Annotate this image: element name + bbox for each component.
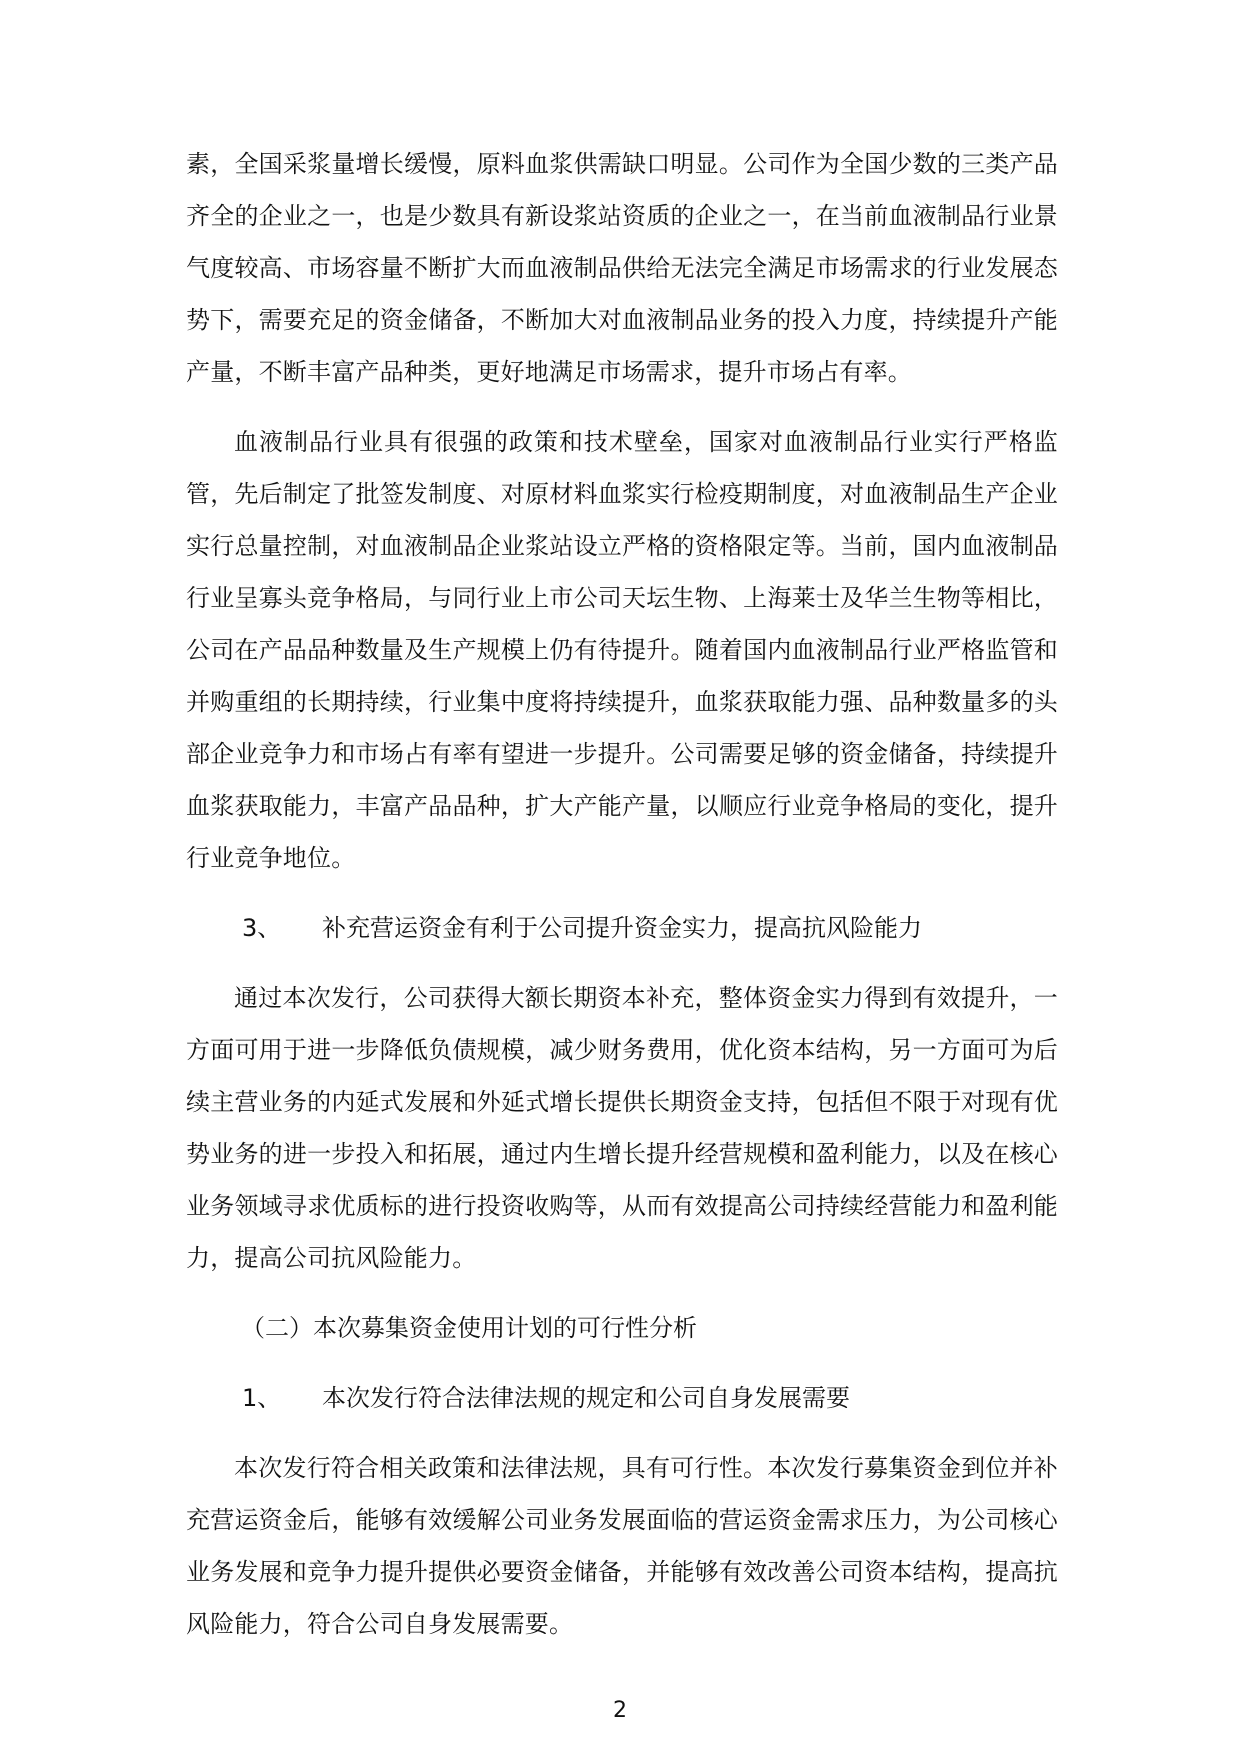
page-number: 2 [613,1698,627,1723]
document-body [186,138,1058,1668]
paragraph-continued: 素，全国采浆量增长缓慢，原料血浆供需缺口明显。公司作为全国少数的三类产品齐全的企业之一，也是少数具有新设浆站资质的企业之一，在当前血液制品行业景气度较高、市场容量不断扩大而血液制品供给无法完全满足市场需求的行业发展态势下，需要充足的资金储备，不断加大对血液制品业务的投入力度，持续提升产能产量，不断丰富产品种类，更好地满足市场需求，提升市场占有率。 [186,150,1058,386]
heading-text: 补充营运资金有利于公司提升资金实力，提高抗风险能力 [322,914,922,942]
heading-number: 1、 [242,1384,282,1412]
heading-item-1 [186,1372,1058,1424]
paragraph-capital-strength: 通过本次发行，公司获得大额长期资本补充，整体资金实力得到有效提升，一方面可用于进一步降低负债规模，减少财务费用，优化资本结构，另一方面可为后续主营业务的内延式发展和外延式增长提供长期资金支持，包括但不限于对现有优势业务的进一步投入和拓展，通过内生增长提升经营规模和盈利能力，以及在核心业务领域寻求优质标的进行投资收购等，从而有效提高公司持续经营能力和盈利能力，提高公司抗风险能力。 [186,984,1058,1272]
heading-number: 3、 [242,914,282,942]
paragraph-industry-barriers: 血液制品行业具有很强的政策和技术壁垒，国家对血液制品行业实行严格监管，先后制定了批签发制度、对原材料血浆实行检疫期制度，对血液制品生产企业实行总量控制，对血液制品企业浆站设立严格的资格限定等。当前，国内血液制品行业呈寡头竞争格局，与同行业上市公司天坛生物、上海莱士及华兰生物等相比，公司在产品品种数量及生产规模上仍有待提升。随着国内血液制品行业严格监管和并购重组的长期持续，行业集中度将持续提升，血浆获取能力强、品种数量多的头部企业竞争力和市场占有率有望进一步提升。公司需要足够的资金储备，持续提升血浆获取能力，丰富产品品种，扩大产能产量，以顺应行业竞争格局的变化，提升行业竞争地位。 [186,428,1058,872]
paragraph-compliance: 本次发行符合相关政策和法律法规，具有可行性。本次发行募集资金到位并补充营运资金后，能够有效缓解公司业务发展面临的营运资金需求压力，为公司核心业务发展和竞争力提升提供必要资金储备，并能够有效改善公司资本结构，提高抗风险能力，符合公司自身发展需要。 [186,1454,1058,1638]
heading-item-3 [186,902,1058,954]
heading-text: 本次发行符合法律法规的规定和公司自身发展需要 [322,1384,850,1412]
section-heading-feasibility: （二）本次募集资金使用计划的可行性分析 [241,1314,697,1342]
